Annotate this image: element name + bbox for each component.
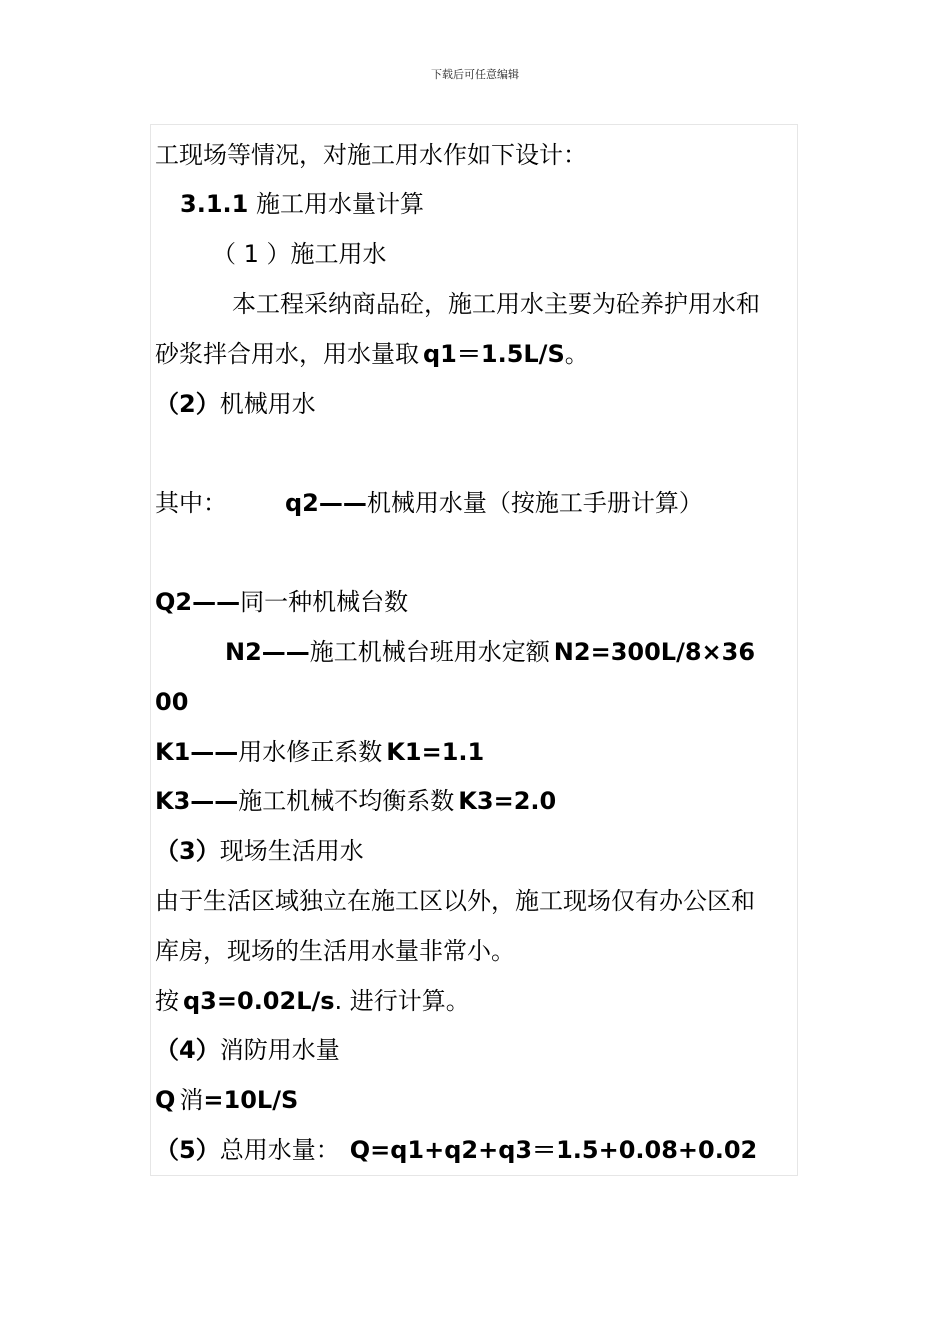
definition-K3 <box>155 786 556 816</box>
subheading-machine-water <box>155 389 316 419</box>
variable-Q2: Q2—— <box>155 588 241 616</box>
subheading-text: 机械用水 <box>219 390 316 418</box>
formula-K1: K1=1.1 <box>386 738 485 766</box>
variable-Q: Q <box>155 1086 176 1114</box>
paragraph-text: 按 <box>155 987 179 1015</box>
total-water-line <box>155 1135 757 1165</box>
definition-text: 同一种机械台数 <box>240 588 409 616</box>
definition-text: 施工机械台班用水定额 <box>309 638 550 666</box>
item-number: （3） <box>155 837 220 865</box>
definition-text: 施工机械不均衡系数 <box>238 787 455 815</box>
formula-total: Q=q1+q2+q3＝1.5+0.08+0.02 <box>349 1136 758 1164</box>
formula-N2-continued <box>155 687 188 717</box>
paragraph-line-2 <box>155 339 589 369</box>
subheading-living-water <box>155 836 364 866</box>
formula-value: =10L/S <box>203 1086 299 1114</box>
paragraph-q3 <box>155 986 470 1016</box>
definition-Q2 <box>155 587 408 617</box>
text-line-intro <box>155 140 587 170</box>
variable-K3: K3—— <box>155 787 239 815</box>
paragraph-line-1 <box>232 289 760 319</box>
definition-q2 <box>155 488 703 518</box>
subheading-text: 消防用水量 <box>219 1036 340 1064</box>
formula-q1: q1＝1.5L/S <box>423 340 565 368</box>
definition-N2 <box>225 637 755 667</box>
definition-label: 其中： <box>155 489 227 517</box>
formula-K3: K3=2.0 <box>458 787 557 815</box>
item-number: （5） <box>155 1136 220 1164</box>
punctuation: 。 <box>564 340 589 368</box>
paragraph-living-line-2 <box>155 936 515 966</box>
formula-text: 00 <box>155 688 189 716</box>
definition-text: 机械用水量（按施工手册计算） <box>366 489 703 517</box>
total-label: 总用水量： <box>219 1136 340 1164</box>
formula-N2: N2=300L/8×36 <box>553 638 756 666</box>
section-number: 3.1.1 <box>180 190 249 218</box>
paragraph-text: 砂浆拌合用水，用水量取 <box>155 340 419 368</box>
definition-K1 <box>155 737 484 767</box>
subheading-text: （ 1 ）施工用水 <box>212 240 387 268</box>
page-header-note: 下载后可任意编辑 <box>431 68 519 81</box>
paragraph-living-line-1 <box>155 886 755 916</box>
paragraph-text: 由于生活区域独立在施工区以外，施工现场仅有办公区和 <box>155 887 755 915</box>
subheading-text: 现场生活用水 <box>219 837 364 865</box>
section-title: 施工用水量计算 <box>255 190 424 218</box>
item-number: （2） <box>155 390 220 418</box>
formula-q3: q3=0.02L/s <box>183 987 335 1015</box>
paragraph-text: 库房，现场的生活用水量非常小。 <box>155 937 515 965</box>
item-number: （4） <box>155 1036 220 1064</box>
intro-text: 工现场等情况，对施工用水作如下设计： <box>155 141 587 169</box>
section-heading-3-1-1 <box>180 189 424 219</box>
subheading-fire-water <box>155 1035 340 1065</box>
variable-N2: N2—— <box>225 638 310 666</box>
variable-subscript: 消 <box>179 1086 204 1114</box>
definition-text: 用水修正系数 <box>238 738 383 766</box>
paragraph-text: 本工程采纳商品砼，施工用水主要为砼养护用水和 <box>232 290 760 318</box>
paragraph-end: . 进行计算。 <box>334 987 470 1015</box>
subheading-construction-water <box>212 239 387 269</box>
variable-q2: q2—— <box>285 489 367 517</box>
formula-fire-water <box>155 1085 298 1115</box>
variable-K1: K1—— <box>155 738 239 766</box>
